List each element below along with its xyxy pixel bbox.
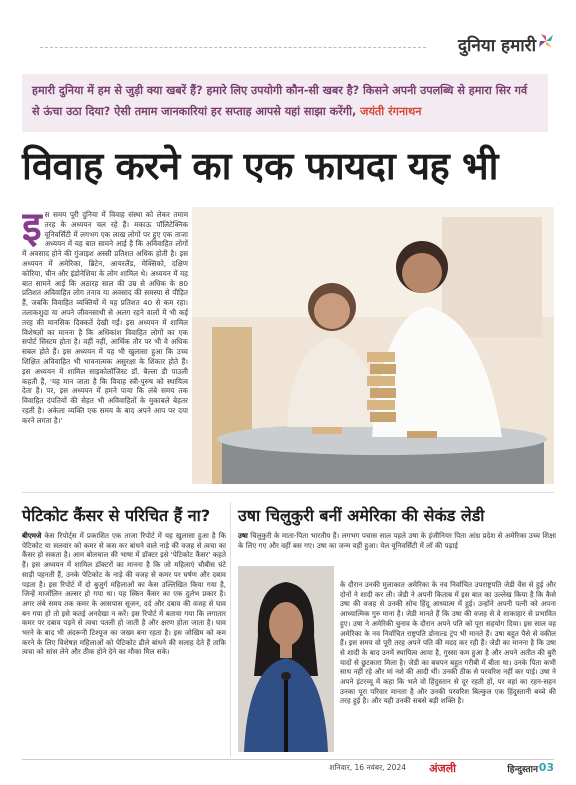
- intro-author: जयंती रंगनाथन: [360, 105, 422, 118]
- footer-brand: अंजली: [429, 762, 456, 775]
- main-headline: विवाह करने का एक फायदा यह भी: [22, 144, 499, 188]
- left-article-title: पेटिकोट कैंसर से परिचित हैं ना?: [22, 506, 211, 525]
- footer-paper-name: हिन्दुस्तान: [507, 765, 538, 775]
- drop-cap: इ: [22, 210, 42, 250]
- left-article-body: [22, 531, 226, 757]
- footer-date: शनिवार, 16 नवंबर, 2024: [329, 763, 406, 772]
- lead-article-text: स समय पूरी दुनिया में विवाह संस्था को लेकर तमाम तरह के अध्ययन चल रहे हैं। मकाऊ पॉलिटेक्निक यूनिवर्सिटी में लगभग एक लाख लोगों पर हुए एक ताजा अध्ययन में यह बात सामने आई है कि अविवाहित लोगों में अवसाद होने की गुंजाइश अस्सी प्रतिशत अधिक होती है। इस अध्ययन में अमेरिका, ब्रिटेन, आयरलैंड, मेक्सिको, दक्षिण कोरिया, चीन और इंडोनेशिया के लोग शामिल थे। अध्ययन में यह बात सामने आई कि अठारह साल की उम्र से अधिक के 80 प्रतिशत अविवाहित लोग तनाव या अवसाद की समस्या से पीड़ित हैं, जबकि विवाहित व्यक्तियों में यह प्रतिशत 40 से कम रहा। तलाकशुदा या अपने जीवनसाथी से अलग रहने वालों में भी कई तरह की मानसिक दिक्कतें देखी गईं। इस अध्ययन में शामिल विशेषज्ञों का मानना है कि अधिकांश विवाहित लोगों का एक सपोर्ट सिस्टम होता है। वहीं नहीं, आर्थिक तौर पर भी वे अधिक सबल होते हैं। इस अध्ययन में यह भी खुलासा हुआ कि उच्च शिक्षित अविवाहित भी भावनात्मक असुरक्षा के शिकार होते हैं। इस अध्ययन में शामिल साइकोलॉजिस्ट डॉ. बैल्ला डी पाउली कहती हैं, 'यह मान जाता है कि विवाह स्त्री-पुरुष को स्थायित्व देता है। पर, इस अध्ययन में हमने पाया कि लंबे समय तक विवाहित दंपतियों की सेहत भी अविवाहितों के मुकाबले बेहतर रहती है। अकेला व्यक्ति एक समय के बाद अपने आप पर दया करने लगता है।': [22, 210, 188, 425]
- couple-photo: [192, 207, 554, 484]
- flower-logo-icon: [538, 33, 554, 49]
- right-article-title: उषा चिलुकुरी बनीं अमेरिका की सेकंड लेडी: [238, 506, 485, 525]
- left-article-lead-word: बीएमजे: [22, 531, 42, 540]
- right-article-lead-word: उषा: [238, 531, 248, 540]
- page-number: 03: [538, 761, 554, 774]
- masthead-divider: [40, 47, 426, 48]
- lead-article-body: [22, 210, 188, 485]
- intro-text: हमारी दुनिया में हम से जुड़ी क्या खबरें हैं? हमारे लिए उपयोगी कौन-सी खबर है? किसने अपनी उपलब्धि से हमारा सिर गर्व से ऊंचा उठा दिया? ऐसी तमाम जानकारियां हर सप्ताह आपसे यहां साझा करेंगी,: [32, 84, 528, 118]
- left-article-text: केस रिपोर्ट्स में प्रकाशित एक ताजा रिपोर्ट में यह खुलासा हुआ है कि पेटिकोट या सलवार को कमर से कस कर बांधने वाले नाड़े की वजह से त्वचा का कैंसर हो सकता है। आम बोलचाल की भाषा में डॉक्टर इसे 'पेटिकोट कैंसर' कहते हैं। इस अध्ययन में शामिल डॉक्टरों का मानना है कि जो महिलाएं चौबीस घंटे साड़ी पहनती हैं, उनके पेटिकोट के नाड़े की वजह से कमर पर घर्षण और दबाव पड़ता है। इस रिपोर्ट में दो बुजुर्ग महिलाओं का केस उल्लिखित किया गया है, जिन्हें मार्जोलिन अल्सर हो गया था। यह स्किन कैंसर का एक दुर्लभ प्रकार है। अगर लंबे समय तक कमर के आसपास सूजन, दर्द और दबाव की वजह से घाव बन गया हो तो इसे कतई अनदेखा न करें। इस रिपोर्ट में बताया गया कि लगातार कमर पर दबाव पड़ने से त्वचा पतली हो जाती है और क्षरण होता जाता है। घाव भरने के बाद भी अंदरूनी टिश्यूज का जख्म बना रहता है। इस जोखिम को कम करने के लिए विशेषज्ञ महिलाओं को पेटिकोट ढीले बांधने की सलाह देते हैं ताकि त्वचा को सांस लेने और ठीक होने देने का मौका मिल सके।: [22, 531, 226, 657]
- section-title: दुनिया हमारी: [458, 36, 536, 56]
- section-divider: [22, 492, 554, 493]
- right-article-text-top: चिलुकुरी के माता-पिता भारतीय हैं। लगभग पचास साल पहले उषा के इंजीनियर पिता आंध्र प्रदेश से अमेरिका उच्च शिक्षा के लिए गए और वहीं बस गए। उषा का जन्म वहीं हुआ। येल यूनिवर्सिटी में लॉ की पढ़ाई: [238, 531, 556, 550]
- right-article-body: के दौरान उनकी मुलाकात अमेरिका के नव निर्वाचित उपराष्ट्रपति जेडी वेंस से हुई और दोनों ने शादी कर ली। जेडी ने अपनी किताब में इस बात का उल्लेख किया है कि कैसे उषा की वजह से उनकी सोच हिंदू आध्यात्म में हुई। उन्होंने अपनी पत्नी को अपना आध्यात्मिक गुरु माना है। जेडी मानते हैं कि उषा की वजह से वे शाकाहार से प्रभावित हुए। उषा ने अमेरिकी चुनाव के दौरान अपने पति को पूरा सहयोग दिया। इस साल वह अमेरिका के नव निर्वाचित राष्ट्रपति डोनाल्ड ट्रंप भी मानते हैं। उषा बहुत पैसे से वकील हैं। इस समय वो पूरी तरह अपने पति की मदद कर रही हैं। जेडी का मानना है कि उषा से शादी के बाद उनमें स्थायित्व आया है, गुस्सा कम हुआ है और अपने अतीत की बुरी यादों से छुटकारा मिला है। जेडी का बचपन बहुत गरीबी में बीता था। उनके पिता कभी साथ नहीं रहे और मां नशे की आदी थीं। उनकी ठीक से परवरिश नहीं कर पाई। उषा ने अपने इंटरव्यू में कहा कि भले वो हिंदुस्तान से दूर रहती हों, पर वहां का रहन-सहन उनका पूरा परिवार मानता है और उनकी परवरिश बिल्कुल एक हिंदुस्तानी बच्चे की तरह हुई है। और यही उनकी सबसे बड़ी शक्ति है।: [340, 580, 556, 706]
- page-footer: [22, 759, 554, 778]
- masthead: [0, 0, 576, 60]
- portrait-photo: [238, 566, 334, 752]
- intro-band: [22, 74, 548, 132]
- column-divider: [230, 502, 231, 757]
